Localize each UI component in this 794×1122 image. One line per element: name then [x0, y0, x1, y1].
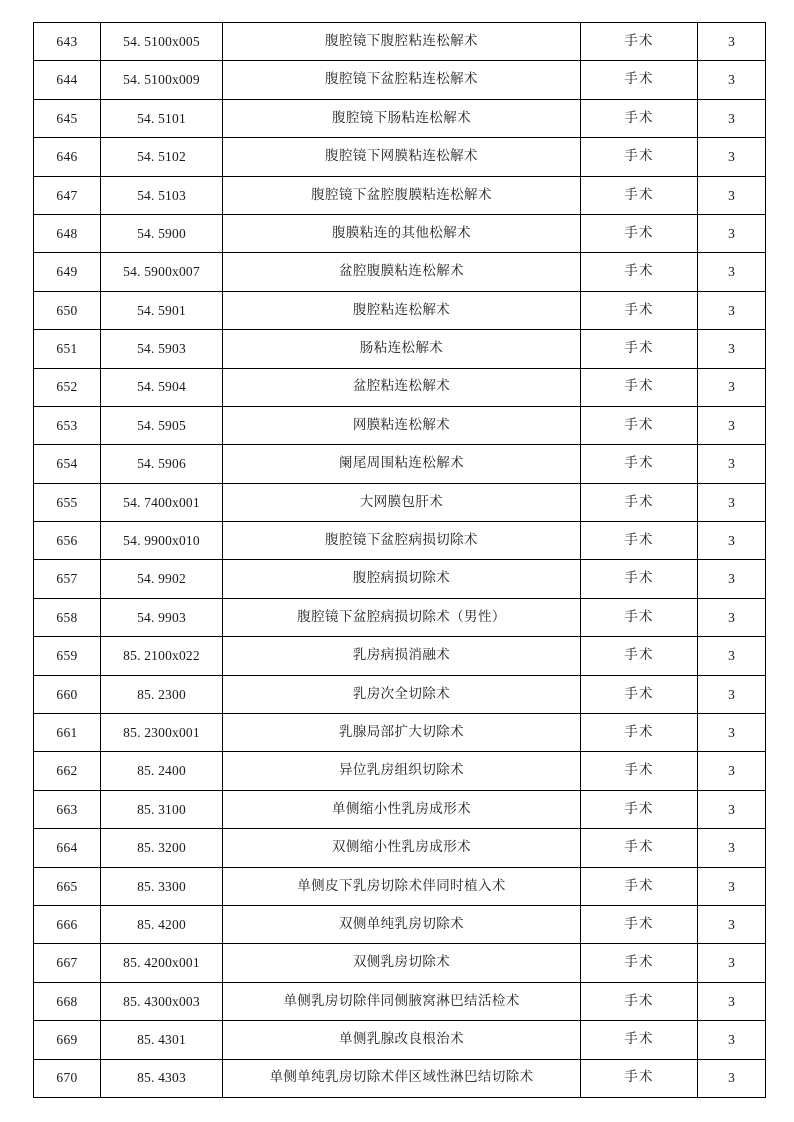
- cell-procedure-name: 腹腔镜下盆腔病损切除术（男性）: [223, 598, 581, 636]
- cell-procedure-type: 手术: [581, 214, 698, 252]
- cell-procedure-type: 手术: [581, 61, 698, 99]
- cell-procedure-name: 肠粘连松解术: [223, 330, 581, 368]
- table-row: [34, 752, 766, 790]
- cell-procedure-name: 阑尾周围粘连松解术: [223, 445, 581, 483]
- cell-sequence-number: 665: [34, 867, 101, 905]
- cell-procedure-level: 3: [698, 598, 766, 636]
- table-row: [34, 867, 766, 905]
- cell-procedure-type: 手术: [581, 982, 698, 1020]
- cell-procedure-type: 手术: [581, 560, 698, 598]
- cell-procedure-code: 85. 4200x001: [101, 944, 223, 982]
- cell-procedure-code: 54. 5900: [101, 214, 223, 252]
- cell-sequence-number: 664: [34, 829, 101, 867]
- cell-sequence-number: 654: [34, 445, 101, 483]
- table-body: [34, 23, 766, 1098]
- cell-procedure-code: 85. 2300: [101, 675, 223, 713]
- cell-procedure-level: 3: [698, 176, 766, 214]
- table-row: [34, 1021, 766, 1059]
- cell-procedure-level: 3: [698, 522, 766, 560]
- cell-procedure-code: 85. 2400: [101, 752, 223, 790]
- cell-procedure-name: 双侧乳房切除术: [223, 944, 581, 982]
- cell-sequence-number: 660: [34, 675, 101, 713]
- cell-procedure-type: 手术: [581, 867, 698, 905]
- table-row: [34, 23, 766, 61]
- cell-procedure-name: 单侧缩小性乳房成形术: [223, 790, 581, 828]
- cell-procedure-name: 腹腔镜下盆腔腹膜粘连松解术: [223, 176, 581, 214]
- cell-procedure-level: 3: [698, 61, 766, 99]
- cell-procedure-level: 3: [698, 214, 766, 252]
- cell-procedure-name: 大网膜包肝术: [223, 483, 581, 521]
- cell-procedure-type: 手术: [581, 637, 698, 675]
- cell-sequence-number: 668: [34, 982, 101, 1020]
- table-row: [34, 905, 766, 943]
- table-row: [34, 99, 766, 137]
- cell-procedure-code: 54. 5904: [101, 368, 223, 406]
- cell-procedure-type: 手术: [581, 905, 698, 943]
- cell-procedure-name: 单侧皮下乳房切除术伴同时植入术: [223, 867, 581, 905]
- cell-procedure-level: 3: [698, 99, 766, 137]
- cell-procedure-type: 手术: [581, 944, 698, 982]
- cell-procedure-code: 85. 3200: [101, 829, 223, 867]
- cell-procedure-code: 54. 5900x007: [101, 253, 223, 291]
- cell-procedure-name: 网膜粘连松解术: [223, 406, 581, 444]
- table-row: [34, 675, 766, 713]
- cell-procedure-type: 手术: [581, 330, 698, 368]
- cell-procedure-level: 3: [698, 867, 766, 905]
- cell-sequence-number: 644: [34, 61, 101, 99]
- table-row: [34, 522, 766, 560]
- table-row: [34, 368, 766, 406]
- cell-procedure-level: 3: [698, 905, 766, 943]
- cell-procedure-level: 3: [698, 829, 766, 867]
- cell-procedure-level: 3: [698, 1059, 766, 1097]
- cell-procedure-code: 85. 4300x003: [101, 982, 223, 1020]
- cell-procedure-level: 3: [698, 483, 766, 521]
- cell-procedure-level: 3: [698, 330, 766, 368]
- cell-sequence-number: 659: [34, 637, 101, 675]
- cell-sequence-number: 656: [34, 522, 101, 560]
- table-row: [34, 214, 766, 252]
- cell-sequence-number: 661: [34, 714, 101, 752]
- cell-sequence-number: 643: [34, 23, 101, 61]
- table-row: [34, 330, 766, 368]
- cell-sequence-number: 663: [34, 790, 101, 828]
- cell-procedure-type: 手术: [581, 99, 698, 137]
- cell-procedure-level: 3: [698, 560, 766, 598]
- cell-procedure-name: 单侧乳腺改良根治术: [223, 1021, 581, 1059]
- cell-procedure-code: 85. 2100x022: [101, 637, 223, 675]
- cell-procedure-level: 3: [698, 752, 766, 790]
- cell-procedure-code: 54. 5100x005: [101, 23, 223, 61]
- cell-procedure-code: 54. 5100x009: [101, 61, 223, 99]
- table-row: [34, 483, 766, 521]
- cell-sequence-number: 651: [34, 330, 101, 368]
- table-row: [34, 790, 766, 828]
- cell-procedure-name: 腹腔镜下腹腔粘连松解术: [223, 23, 581, 61]
- cell-procedure-level: 3: [698, 982, 766, 1020]
- cell-sequence-number: 653: [34, 406, 101, 444]
- cell-procedure-name: 双侧单纯乳房切除术: [223, 905, 581, 943]
- cell-procedure-level: 3: [698, 675, 766, 713]
- cell-procedure-type: 手术: [581, 445, 698, 483]
- cell-procedure-level: 3: [698, 944, 766, 982]
- cell-sequence-number: 655: [34, 483, 101, 521]
- table-row: [34, 1059, 766, 1097]
- cell-procedure-name: 乳房次全切除术: [223, 675, 581, 713]
- cell-procedure-name: 单侧乳房切除伴同侧腋窝淋巴结活检术: [223, 982, 581, 1020]
- cell-procedure-name: 腹膜粘连的其他松解术: [223, 214, 581, 252]
- table-container: [33, 22, 765, 1098]
- cell-procedure-level: 3: [698, 445, 766, 483]
- table-row: [34, 944, 766, 982]
- cell-sequence-number: 647: [34, 176, 101, 214]
- cell-procedure-type: 手术: [581, 483, 698, 521]
- table-row: [34, 982, 766, 1020]
- table-row: [34, 829, 766, 867]
- table-row: [34, 406, 766, 444]
- cell-procedure-level: 3: [698, 291, 766, 329]
- cell-procedure-code: 85. 3100: [101, 790, 223, 828]
- cell-procedure-type: 手术: [581, 176, 698, 214]
- cell-procedure-name: 异位乳房组织切除术: [223, 752, 581, 790]
- cell-procedure-type: 手术: [581, 714, 698, 752]
- cell-procedure-type: 手术: [581, 675, 698, 713]
- cell-procedure-name: 腹腔镜下盆腔病损切除术: [223, 522, 581, 560]
- cell-procedure-level: 3: [698, 368, 766, 406]
- cell-sequence-number: 662: [34, 752, 101, 790]
- cell-procedure-name: 盆腔粘连松解术: [223, 368, 581, 406]
- cell-procedure-type: 手术: [581, 598, 698, 636]
- cell-sequence-number: 666: [34, 905, 101, 943]
- cell-sequence-number: 652: [34, 368, 101, 406]
- cell-procedure-type: 手术: [581, 253, 698, 291]
- cell-sequence-number: 650: [34, 291, 101, 329]
- cell-procedure-level: 3: [698, 406, 766, 444]
- cell-procedure-name: 腹腔镜下肠粘连松解术: [223, 99, 581, 137]
- table-row: [34, 253, 766, 291]
- cell-procedure-name: 乳房病损消融术: [223, 637, 581, 675]
- cell-procedure-code: 54. 9900x010: [101, 522, 223, 560]
- cell-procedure-level: 3: [698, 790, 766, 828]
- cell-procedure-name: 双侧缩小性乳房成形术: [223, 829, 581, 867]
- cell-procedure-code: 85. 2300x001: [101, 714, 223, 752]
- cell-procedure-type: 手术: [581, 1021, 698, 1059]
- cell-procedure-name: 腹腔病损切除术: [223, 560, 581, 598]
- cell-procedure-type: 手术: [581, 23, 698, 61]
- medical-procedure-catalog-table: [33, 22, 766, 1098]
- cell-procedure-type: 手术: [581, 1059, 698, 1097]
- table-row: [34, 637, 766, 675]
- cell-sequence-number: 645: [34, 99, 101, 137]
- table-row: [34, 598, 766, 636]
- cell-procedure-level: 3: [698, 23, 766, 61]
- cell-sequence-number: 649: [34, 253, 101, 291]
- table-row: [34, 138, 766, 176]
- cell-procedure-type: 手术: [581, 829, 698, 867]
- cell-procedure-code: 54. 5901: [101, 291, 223, 329]
- cell-procedure-type: 手术: [581, 752, 698, 790]
- table-row: [34, 714, 766, 752]
- cell-sequence-number: 658: [34, 598, 101, 636]
- cell-sequence-number: 670: [34, 1059, 101, 1097]
- cell-procedure-code: 85. 4301: [101, 1021, 223, 1059]
- cell-sequence-number: 646: [34, 138, 101, 176]
- cell-procedure-type: 手术: [581, 368, 698, 406]
- cell-procedure-level: 3: [698, 637, 766, 675]
- cell-procedure-code: 54. 9903: [101, 598, 223, 636]
- cell-procedure-name: 盆腔腹膜粘连松解术: [223, 253, 581, 291]
- cell-procedure-code: 54. 5102: [101, 138, 223, 176]
- cell-procedure-code: 54. 5906: [101, 445, 223, 483]
- cell-sequence-number: 648: [34, 214, 101, 252]
- cell-procedure-code: 54. 5903: [101, 330, 223, 368]
- cell-procedure-code: 85. 3300: [101, 867, 223, 905]
- table-row: [34, 445, 766, 483]
- cell-procedure-name: 乳腺局部扩大切除术: [223, 714, 581, 752]
- table-row: [34, 176, 766, 214]
- cell-procedure-code: 54. 9902: [101, 560, 223, 598]
- cell-procedure-type: 手术: [581, 406, 698, 444]
- cell-procedure-type: 手术: [581, 138, 698, 176]
- cell-procedure-level: 3: [698, 138, 766, 176]
- cell-procedure-code: 54. 5103: [101, 176, 223, 214]
- cell-procedure-code: 54. 5905: [101, 406, 223, 444]
- table-row: [34, 291, 766, 329]
- cell-procedure-level: 3: [698, 714, 766, 752]
- cell-procedure-type: 手术: [581, 790, 698, 828]
- table-row: [34, 560, 766, 598]
- cell-procedure-name: 腹腔镜下网膜粘连松解术: [223, 138, 581, 176]
- cell-procedure-level: 3: [698, 1021, 766, 1059]
- cell-procedure-type: 手术: [581, 522, 698, 560]
- cell-sequence-number: 667: [34, 944, 101, 982]
- cell-sequence-number: 657: [34, 560, 101, 598]
- cell-procedure-name: 腹腔粘连松解术: [223, 291, 581, 329]
- table-row: [34, 61, 766, 99]
- cell-procedure-level: 3: [698, 253, 766, 291]
- cell-procedure-code: 85. 4303: [101, 1059, 223, 1097]
- cell-procedure-code: 54. 7400x001: [101, 483, 223, 521]
- cell-procedure-code: 54. 5101: [101, 99, 223, 137]
- cell-procedure-name: 腹腔镜下盆腔粘连松解术: [223, 61, 581, 99]
- cell-procedure-type: 手术: [581, 291, 698, 329]
- cell-sequence-number: 669: [34, 1021, 101, 1059]
- cell-procedure-code: 85. 4200: [101, 905, 223, 943]
- cell-procedure-name: 单侧单纯乳房切除术伴区域性淋巴结切除术: [223, 1059, 581, 1097]
